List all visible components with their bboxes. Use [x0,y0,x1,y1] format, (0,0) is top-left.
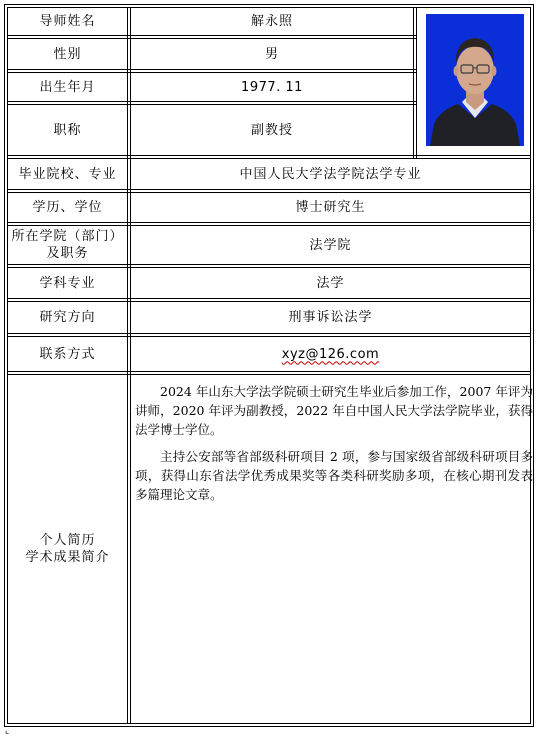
row-div-2a [7,69,417,70]
label-department [8,226,127,264]
value-department: 法学院 [309,237,352,253]
label-department-line1: 所在学院（部门） [11,229,124,244]
value-birth: 1977. 11 [241,79,303,95]
label-bio-line2: 学术成果简介 [25,550,110,565]
label-department-line2: 及职务 [46,246,89,261]
value-discipline: 法学 [316,275,345,291]
label-bio-line1: 个人简历 [39,533,96,548]
row-div-7a [7,264,531,265]
border-outer-bottom [4,726,534,727]
contact-email: xyz@126.com [281,346,380,362]
value-name: 解永照 [250,14,293,29]
border-outer-right [533,4,534,727]
border-outer-right-inner [530,7,531,724]
bio-paragraph-2: 主持公安部等省部级科研项目 2 项，参与国家级省部级科研项目多项，获得山东省法学优秀成果奖等各类科研奖励多项，在核心期刊发表多篇理论文章。 [135,449,533,502]
col-divider-1a [127,7,128,724]
label-contact: 联系方式 [39,346,96,362]
row-div-1a [7,35,417,36]
label-name: 导师姓名 [39,14,96,29]
advisor-photo [426,14,524,146]
row-div-6a [7,222,531,223]
col-divider-2b [416,7,417,158]
portrait-image [426,14,524,146]
row-div-5a [7,189,531,190]
border-outer-left [4,4,5,727]
row-div-4a [7,155,531,156]
bio-paragraph-1: 2024 年山东大学法学院硕士研究生毕业后参加工作，2007 年评为讲师，2020 年评为副教授，2022 年自中国人民大学法学院毕业，获得法学博士学位。 [135,384,533,437]
row-div-10a [7,371,531,372]
row-div-9a [7,333,531,334]
label-title: 职称 [53,122,82,138]
col-divider-2a [413,7,414,158]
value-school: 中国人民大学法学院法学专业 [239,166,422,182]
label-school: 毕业院校、专业 [18,166,117,182]
corner-mark: ⌞ [5,726,10,736]
value-gender: 男 [264,46,279,62]
border-outer-bottom-inner [7,723,531,724]
bio-text [135,382,533,512]
value-research: 刑事诉讼法学 [288,310,373,325]
label-discipline: 学科专业 [39,275,96,291]
label-birth: 出生年月 [39,79,96,95]
label-gender: 性别 [53,46,82,62]
row-div-3a [7,101,417,102]
row-div-8a [7,298,531,299]
border-outer-top [4,4,534,5]
value-title: 副教授 [250,122,293,138]
value-contact [131,337,530,371]
value-degree: 博士研究生 [295,200,366,215]
label-research: 研究方向 [39,310,96,325]
label-bio [8,375,127,723]
label-degree: 学历、学位 [32,200,103,215]
